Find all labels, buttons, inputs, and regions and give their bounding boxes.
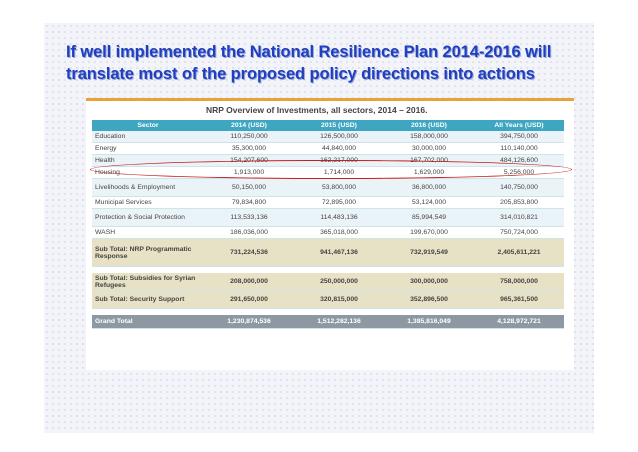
value-cell: 320,815,000 — [294, 291, 384, 309]
sector-cell: Sub Total: Security Support — [92, 291, 204, 309]
value-cell: 5,256,000 — [474, 167, 564, 179]
value-cell: 167,702,000 — [384, 155, 474, 167]
value-cell: 53,800,000 — [294, 179, 384, 197]
subtotal-row-nrp — [92, 239, 564, 267]
table-row — [92, 131, 564, 143]
table-header-row — [92, 120, 564, 131]
value-cell: 250,000,000 — [294, 273, 384, 291]
value-cell: 85,994,549 — [384, 209, 474, 227]
sector-cell: Health — [92, 155, 204, 167]
value-cell: 1,230,874,536 — [204, 315, 294, 329]
value-cell: 1,714,000 — [294, 167, 384, 179]
value-cell: 394,750,000 — [474, 131, 564, 143]
header-all-years: All Years (USD) — [474, 120, 564, 131]
slide-title-line-2: translate most of the proposed policy directions into actions — [66, 65, 535, 83]
header-2014: 2014 (USD) — [204, 120, 294, 131]
sector-cell: Sub Total: Subsidies for Syrian Refugees — [92, 273, 204, 291]
value-cell: 1,512,282,136 — [294, 315, 384, 329]
table-row — [92, 167, 564, 179]
table-row — [92, 143, 564, 155]
value-cell: 140,750,000 — [474, 179, 564, 197]
sector-cell: Grand Total — [92, 315, 204, 329]
value-cell: 1,913,000 — [204, 167, 294, 179]
value-cell: 36,800,000 — [384, 179, 474, 197]
value-cell: 44,840,000 — [294, 143, 384, 155]
value-cell: 50,150,000 — [204, 179, 294, 197]
value-cell: 162,217,000 — [294, 155, 384, 167]
header-2015: 2015 (USD) — [294, 120, 384, 131]
value-cell: 154,207,600 — [204, 155, 294, 167]
value-cell: 205,853,800 — [474, 197, 564, 209]
table-row — [92, 227, 564, 239]
value-cell: 35,300,000 — [204, 143, 294, 155]
table-title: NRP Overview of Investments, all sectors, 2014 – 2016. — [206, 105, 428, 115]
value-cell: 208,000,000 — [204, 273, 294, 291]
table-row — [92, 197, 564, 209]
value-cell: 758,000,000 — [474, 273, 564, 291]
value-cell: 53,124,000 — [384, 197, 474, 209]
value-cell: 365,018,000 — [294, 227, 384, 239]
value-cell: 186,036,000 — [204, 227, 294, 239]
value-cell: 732,919,549 — [384, 239, 474, 267]
value-cell: 2,405,611,221 — [474, 239, 564, 267]
sector-cell: Education — [92, 131, 204, 143]
table-row — [92, 209, 564, 227]
value-cell: 300,000,000 — [384, 273, 474, 291]
sector-cell: Protection & Social Protection — [92, 209, 204, 227]
sector-cell: WASH — [92, 227, 204, 239]
value-cell: 126,500,000 — [294, 131, 384, 143]
value-cell: 352,896,500 — [384, 291, 474, 309]
value-cell: 110,140,000 — [474, 143, 564, 155]
sector-cell: Housing — [92, 167, 204, 179]
value-cell: 30,000,000 — [384, 143, 474, 155]
header-sector: Sector — [92, 120, 204, 131]
value-cell: 1,629,000 — [384, 167, 474, 179]
value-cell: 79,834,800 — [204, 197, 294, 209]
value-cell: 4,128,972,721 — [474, 315, 564, 329]
sector-cell: Municipal Services — [92, 197, 204, 209]
value-cell: 731,224,536 — [204, 239, 294, 267]
sector-cell: Energy — [92, 143, 204, 155]
value-cell: 158,000,000 — [384, 131, 474, 143]
header-2016: 2016 (USD) — [384, 120, 474, 131]
slide-title-line-1: If well implemented the National Resilience Plan 2014-2016 will — [66, 43, 552, 61]
slide-title — [66, 41, 586, 85]
accent-bar — [86, 98, 574, 101]
investment-table-image — [86, 98, 574, 370]
value-cell: 199,670,000 — [384, 227, 474, 239]
value-cell: 113,533,136 — [204, 209, 294, 227]
table-row — [92, 179, 564, 197]
value-cell: 314,010,821 — [474, 209, 564, 227]
subtotal-row-subsidies — [92, 273, 564, 291]
value-cell: 110,250,000 — [204, 131, 294, 143]
investment-table — [92, 120, 564, 329]
value-cell: 965,361,500 — [474, 291, 564, 309]
grand-total-row — [92, 315, 564, 329]
value-cell: 1,385,816,049 — [384, 315, 474, 329]
value-cell: 114,483,136 — [294, 209, 384, 227]
value-cell: 291,650,000 — [204, 291, 294, 309]
table-row-health — [92, 155, 564, 167]
sector-cell: Livelihoods & Employment — [92, 179, 204, 197]
value-cell: 484,126,600 — [474, 155, 564, 167]
value-cell: 941,467,136 — [294, 239, 384, 267]
value-cell: 72,895,000 — [294, 197, 384, 209]
sector-cell: Sub Total: NRP Programmatic Response — [92, 239, 204, 267]
value-cell: 750,724,000 — [474, 227, 564, 239]
subtotal-row-security — [92, 291, 564, 309]
